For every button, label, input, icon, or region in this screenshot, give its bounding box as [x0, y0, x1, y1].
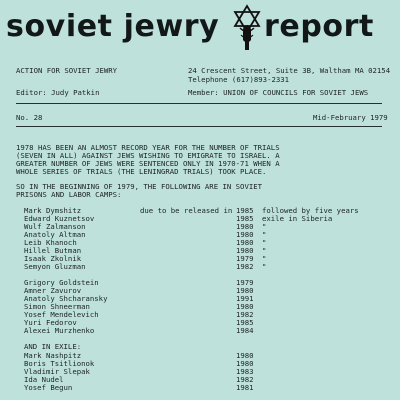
release-note: [140, 263, 236, 271]
spacer: [140, 352, 236, 360]
release-year: 1980: [236, 222, 254, 231]
release-remark: exile in Siberia: [262, 214, 333, 223]
spacer: [140, 311, 236, 319]
prisoner-name: Isaak Zkolnik: [24, 254, 82, 263]
organization-address: 24 Crescent Street, Suite 3B, Waltham MA 02154: [188, 66, 391, 75]
prisoner-name: Anatoly Shcharansky: [24, 294, 108, 303]
intro-line: PRISONS AND LABOR CAMPS:: [16, 190, 122, 199]
spacer: [140, 279, 236, 287]
spacer: [140, 376, 236, 384]
masthead-title-right: report: [264, 9, 374, 44]
exile-name: Boris Tsitlionok: [24, 359, 95, 368]
spacer: [140, 368, 236, 376]
exile-name: Vladimir Slepak: [24, 367, 90, 376]
issue-number: No. 28: [16, 113, 43, 122]
prisoner-name: Simon Shneerman: [24, 302, 90, 311]
release-note: due to be released in: [140, 206, 233, 215]
prisoner-name: Mark Dymshitz: [24, 206, 82, 215]
spacer: [140, 295, 236, 303]
release-year: 1991: [236, 294, 254, 303]
intro-paragraph: [16, 144, 376, 199]
intro-line: WHOLE SERIES OF TRIALS (THE LENINGRAD TRIALS) TOOK PLACE.: [16, 167, 267, 176]
exile-heading: AND IN EXILE:: [24, 342, 82, 351]
prisoner-name: Amner Zavurov: [24, 286, 82, 295]
top-divider: [16, 103, 382, 104]
release-year: 1979: [236, 278, 254, 287]
exile-year: 1981: [236, 383, 254, 392]
exile-year: 1983: [236, 367, 254, 376]
organization-telephone: Telephone (617)893-2331: [188, 75, 290, 84]
release-remark: ": [262, 246, 267, 255]
list-item: [24, 376, 374, 384]
prisoner-name: Edward Kuznetsov: [24, 214, 95, 223]
exile-year: 1982: [236, 375, 254, 384]
list-item: [24, 368, 374, 376]
intro-line: GREATER NUMBER OF JEWS WERE SENTENCED ONLY IN 1970-71 WHEN A: [16, 159, 280, 168]
release-remark: ": [262, 222, 267, 231]
list-item: [24, 263, 374, 271]
release-remark: ": [262, 254, 267, 263]
release-year: 1984: [236, 326, 254, 335]
list-item: [24, 327, 374, 335]
editor-line: Editor: Judy Patkin: [16, 88, 100, 97]
release-note: [140, 231, 236, 239]
masthead: [6, 4, 394, 54]
prisoner-name: Leib Khanoch: [24, 238, 77, 247]
release-year: 1980: [236, 302, 254, 311]
spacer: [140, 360, 236, 368]
prisoner-name: Wulf Zalmanson: [24, 222, 86, 231]
intro-line: 1978 HAS BEEN AN ALMOST RECORD YEAR FOR THE NUMBER OF TRIALS: [16, 143, 280, 152]
spacer: [140, 327, 236, 335]
organization-name: ACTION FOR SOVIET JEWRY: [16, 66, 118, 75]
release-year: 1985: [236, 206, 254, 215]
release-note: [140, 215, 236, 223]
prisoner-name: Hillel Butman: [24, 246, 82, 255]
release-year: 1980: [236, 286, 254, 295]
prisoner-name: Yuri Fedorov: [24, 318, 77, 327]
exile-year: 1980: [236, 351, 254, 360]
intro-line: (SEVEN IN ALL) AGAINST JEWS WISHING TO EMIGRATE TO ISRAEL. A: [16, 151, 280, 160]
release-note: [140, 223, 236, 231]
member-line: Member: UNION OF COUNCILS FOR SOVIET JEWS: [188, 88, 369, 97]
release-remark: followed by five years: [262, 206, 359, 215]
list-item: [24, 384, 374, 392]
release-year: 1982: [236, 310, 254, 319]
release-year: 1982: [236, 262, 254, 271]
masthead-title-left: soviet jewry: [6, 9, 220, 44]
bottom-divider: [16, 126, 382, 127]
prisoner-name: Alexei Murzhenko: [24, 326, 95, 335]
release-year: 1980: [236, 238, 254, 247]
star-of-david-emblem-icon: [232, 4, 262, 52]
prisoner-name: Semyon Gluzman: [24, 262, 86, 271]
spacer: [140, 303, 236, 311]
release-remark: ": [262, 238, 267, 247]
release-note: [140, 247, 236, 255]
intro-line: SO IN THE BEGINNING OF 1979, THE FOLLOWING ARE IN SOVIET: [16, 182, 263, 191]
exile-name: Yosef Begun: [24, 383, 73, 392]
spacer: [140, 287, 236, 295]
release-year: 1980: [236, 230, 254, 239]
prisoner-name: Grigory Goldstein: [24, 278, 99, 287]
release-year: 1985: [236, 214, 254, 223]
spacer: [140, 319, 236, 327]
exile-name: Mark Nashpitz: [24, 351, 82, 360]
release-year: 1985: [236, 318, 254, 327]
spacer: [140, 384, 236, 392]
release-remark: ": [262, 230, 267, 239]
prisoner-name: Yosef Mendelevich: [24, 310, 99, 319]
release-note: [140, 255, 236, 263]
prisoner-name: Anatoly Altman: [24, 230, 86, 239]
exile-name: Ida Nudel: [24, 375, 64, 384]
issue-date: Mid-February 1979: [313, 113, 388, 122]
prisoner-lists: [24, 207, 374, 392]
release-year: 1980: [236, 246, 254, 255]
exile-year: 1980: [236, 359, 254, 368]
release-year: 1979: [236, 254, 254, 263]
release-note: [140, 239, 236, 247]
release-remark: ": [262, 262, 267, 271]
